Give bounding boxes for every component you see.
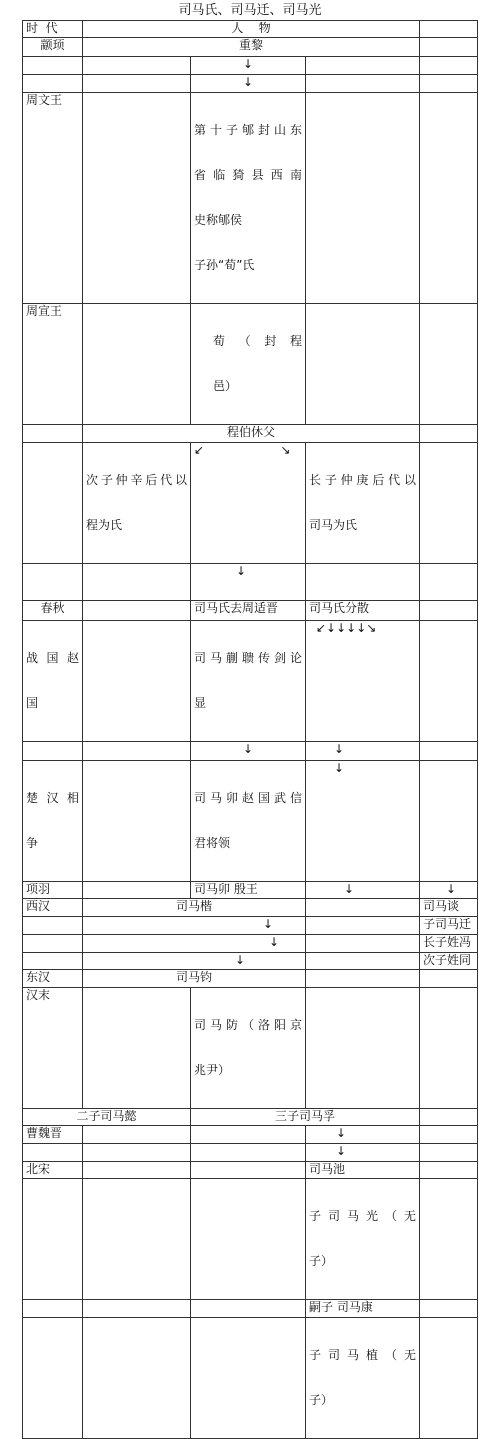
table-row: 周文王 第十子郇封山东 省临猗县西南 史称郇侯 子孙“荀”氏 [23, 93, 478, 304]
table-header-row [23, 21, 478, 38]
table-row: 项羽 司马卯 殷王 ↓ ↓ [23, 882, 478, 899]
table-row: ↓ [23, 564, 478, 601]
table-row: 西汉 司马楷 司马谈 [23, 899, 478, 917]
table-row: 嗣子 司马康 [23, 1300, 478, 1318]
genealogy-table [22, 20, 478, 1439]
table-row: ↓ 长子姓冯 [23, 935, 478, 953]
table-row: ↓ ↓ [23, 742, 478, 761]
table-row: 春秋 司马氏去周适晋 司马氏分散 [23, 601, 478, 621]
table-row: 曹魏晋 ↓ [23, 1126, 478, 1144]
table-row: ↓ 次子姓同 [23, 953, 478, 970]
table-row: ↓ [23, 1144, 478, 1162]
table-row: 颛顼 重黎 [23, 38, 478, 57]
header-era: 时 代 [23, 21, 83, 38]
table-row: 次子仲辛后代以 程为氏 ↙ ↘ 长子仲庚后代以 司马为氏 [23, 443, 478, 564]
table-row: ↓ [23, 75, 478, 93]
header-people: 人 物 [83, 21, 420, 38]
table-row: ↓ [23, 57, 478, 75]
table-row: 周宣王 荀（封程 邑） [23, 304, 478, 425]
table-row: 子司马植（无 子） [23, 1318, 478, 1439]
table-row: 东汉 司马钧 [23, 970, 478, 988]
table-row: 程伯休父 [23, 425, 478, 443]
document-title: 司马氏、司马迁、司马光 [178, 3, 322, 18]
table-row: 北宋 司马池 [23, 1162, 478, 1179]
table-row: 汉末 司马防（洛阳京 兆尹） [23, 988, 478, 1109]
table-row: 子司马光（无 子） [23, 1179, 478, 1300]
table-row: 战国赵 国 司马蒯聩传剑论 显 ↙↓↓↓↓↘ [23, 621, 478, 742]
table-row: 楚汉相 争 司马卯赵国武信 君将领 ↓ [23, 761, 478, 882]
table-row: ↓ 子司马迁 [23, 917, 478, 935]
table-row: 二子司马懿 三子司马孚 [23, 1109, 478, 1126]
